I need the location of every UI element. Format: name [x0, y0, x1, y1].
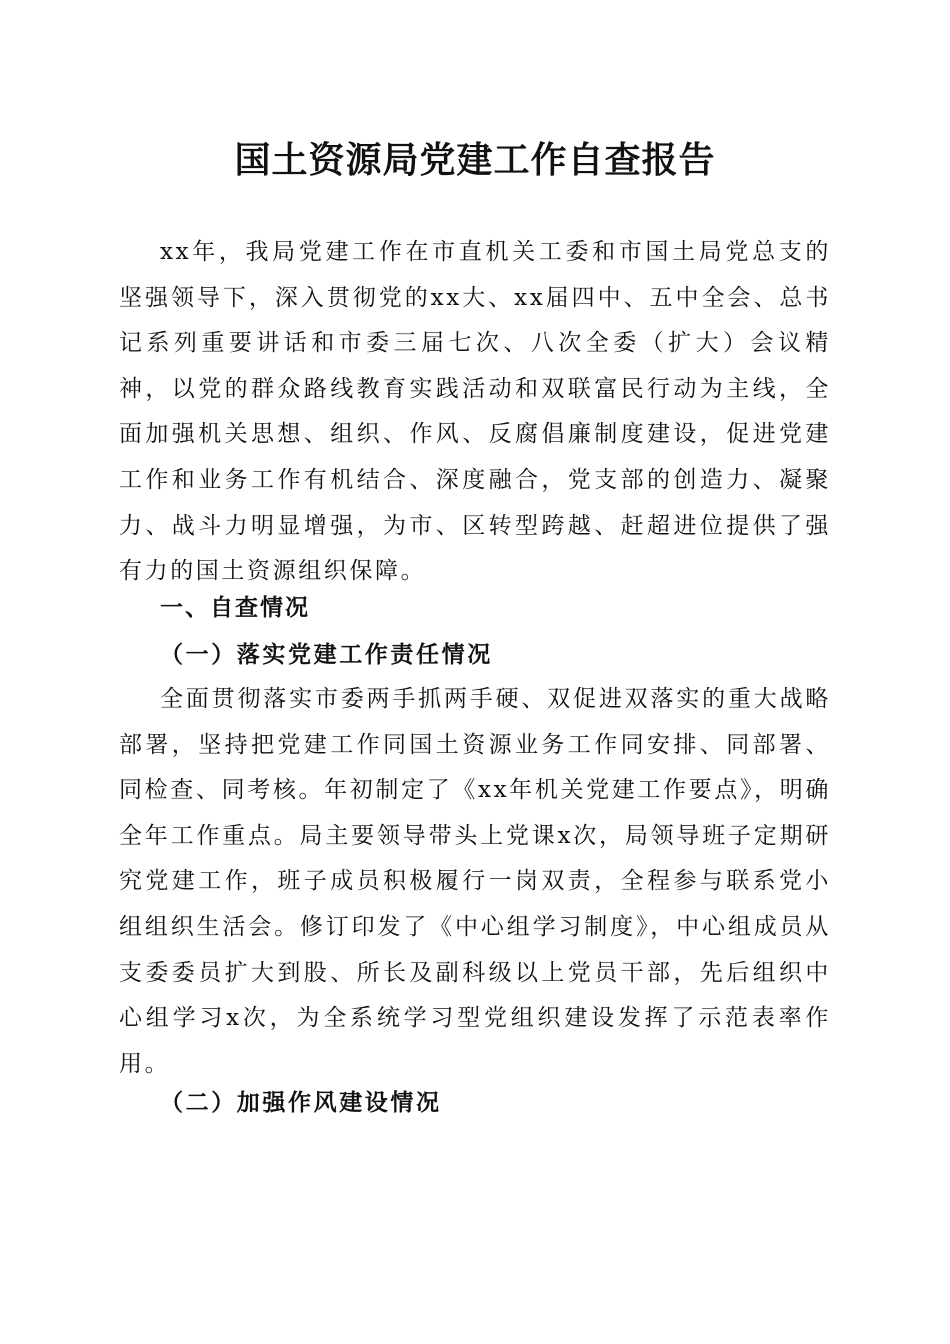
document-title: 国土资源局党建工作自查报告 — [234, 139, 716, 181]
responsibility-paragraph: 全面贯彻落实市委两手抓两手硬、双促进双落实的重大战略部署，坚持把党建工作同国土资源业务工作同安排、同部署、同检查、同考核。年初制定了《xx年机关党建工作要点》，明确全年工作重点。局主要领导带头上党课x次，局领导班子定期研究党建工作，班子成员积极履行一岗双责，全程参与联系党小组组织生活会。修订印发了《中心组学习制度》，中心组成员从支委委员扩大到股、所长及副科级以上党员干部，先后组织中心组学习x次，为全系统学习型党组织建设发挥了示范表率作用。 — [119, 686, 831, 1077]
section-heading-self-check: 一、自查情况 — [160, 595, 310, 621]
subsection-heading-work-style: （二）加强作风建设情况 — [160, 1089, 442, 1116]
intro-paragraph: xx年，我局党建工作在市直机关工委和市国土局党总支的坚强领导下，深入贯彻党的xx大、xx届四中、五中全会、总书记系列重要讲话和市委三届七次、八次全委（扩大）会议精神，以党的群众路线教育实践活动和双联富民行动为主线，全面加强机关思想、组织、作风、反腐倡廉制度建设，促进党建工作和业务工作有机结合、深度融合，党支部的创造力、凝聚力、战斗力明显增强，为市、区转型跨越、赶超进位提供了强有力的国土资源组织保障。 — [119, 239, 831, 585]
subsection-heading-responsibility: （一）落实党建工作责任情况 — [160, 641, 493, 668]
